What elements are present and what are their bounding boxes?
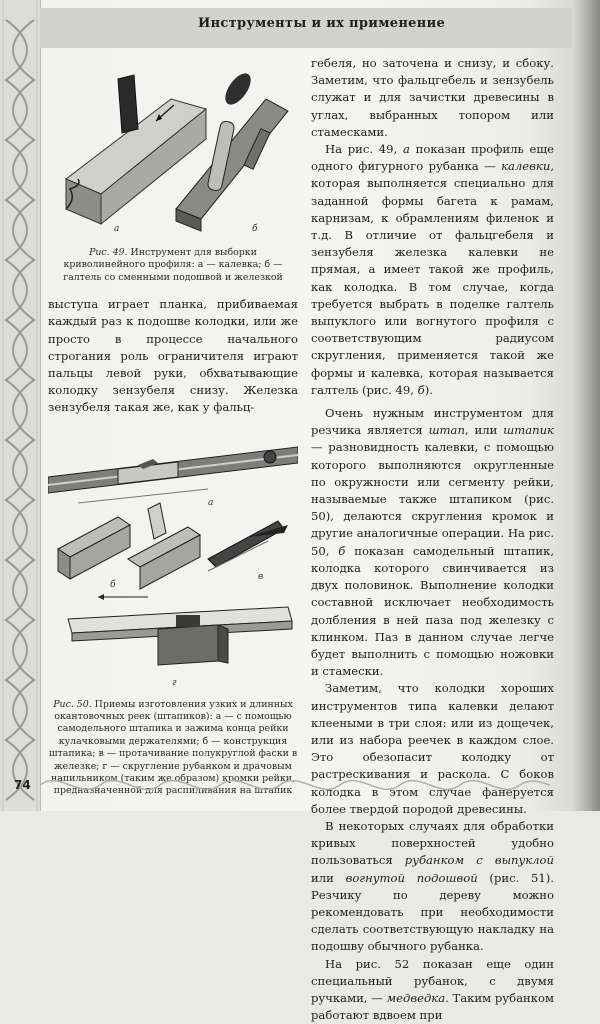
text-run: , которая выполняется специально для заданной формы багета к рамам, карнизам, к обрамлениям филенок и т.д. В отличие от фальцгебеля и зензубеля железка калевки не прямая, а имеет такой же профиль, как колодка. В том случае, когда требуется выбрать в поделке галтель выпуклого или вогнутого профиля с соответствующим радиусом скругления, применяется такой же формы и калевка, которая называется галтель (рис. 49, [311,159,554,397]
page-gutter-shadow [572,0,600,811]
right-paragraph-3 [311,405,554,680]
emphasis-run: рубанком с выпуклой [404,853,554,868]
ornamental-left-border [0,0,41,811]
figure-50-label-a: а [208,497,214,508]
figure-49-illustration [56,59,296,239]
text-run: В некоторых случаях для обработки кривых поверхностей удобно пользоваться [311,818,554,868]
right-paragraph-2 [311,141,554,399]
text-run: (рис. 51). Резчику по дереву можно рекомендовать при необходимости сделать соответствующую накладку на подошву обычного рубанка. [311,870,554,954]
figure-49-label-a: а [114,224,120,234]
figure-50-label-g: г [172,677,177,688]
text-run: показан самодельный штапик, колодка которого свинчивается из двух половинок. Выполнение колодки составной исключает необходимость долбления в ней паза под железку с клинком. Паз в данном случае легче будет выполнить с помощью ножовки и стамески. [311,543,555,679]
left-column [48,55,298,798]
right-column [311,55,554,1024]
emphasis-run: б [338,543,346,558]
right-paragraph-1: гебеля, но заточена и снизу, и сбоку. Заметим, что фальцгебель и зензубель служат и для зачистки древесины в углах, выбранных топором или стамесками. [311,56,554,139]
right-paragraph-6 [311,956,554,1024]
figure-49-caption-lead: Рис. 49. [89,247,128,258]
text-run: . Таким рубанком работают вдвоем при [311,990,554,1023]
celtic-knot-ornament [0,0,40,811]
bottom-ornament [40,770,550,800]
emphasis-run: вогнутой подошвой [345,870,478,885]
text-run: На рис. 52 показан еще один специальный рубанок, с двумя ручками, — [311,956,554,1005]
figure-50-illustration [48,429,298,691]
emphasis-run: медведка [386,990,446,1005]
text-run: или [311,870,346,885]
figure-49 [56,59,298,243]
emphasis-run: б [417,382,425,397]
text-run: На рис. 49, [325,142,403,157]
emphasis-run: калевки [501,159,551,174]
stapik-halves-drawing [58,503,200,589]
right-paragraph-4: Заметим, что колодки хороших инструментов типа калевки делают клееными в три слоя: или из дощечек, или из набора реечек в каждом слое. Это обезопасит колодку от растрескивания и раскола. С боков колодка в этом случае фанеруется более твердой породой древесины. [311,681,554,816]
figure-50-caption-lead: Рис. 50. [53,698,92,710]
emphasis-run: штап [428,423,465,438]
text-run: , или [464,423,504,438]
figure-50-caption-text: Приемы изготовления узких и длинных окантовочных реек (штапиков): а — с помощью самодельного штапика и зажима конца рейки кулачковыми держателями; б — конструкция штапика; в — протачивание полукруглой фаски в железке; г — скругление рубанком и драчовым напильником (таким же образом) кромки рейки, предназначенной для распиливания на штапик [48,698,298,797]
emphasis-run: штапик [503,423,554,438]
figure-49-caption-text: Инструмент для выборки криволинейного профиля: а — калевка; б — галтель со сменными подошвой и железкой [63,247,283,283]
page-number: 74 [14,778,31,792]
figure-50 [48,429,298,695]
text-run: — разновидность калевки, с помощью которого выполняются округленные по окружности или сегменту рейки, называемые также штапиком (рис. 50), делаются скругления кромок и другие аналогичные операции. На рис. 50, [311,440,554,558]
blade-chamfer-drawing [208,521,288,571]
planing-board-edge-drawing [68,594,292,665]
text-run: показан профиль еще одного фигурного рубанка — [311,142,554,174]
running-header: Инструменты и их применение [198,16,446,31]
figure-50-label-b: б [110,579,116,590]
text-run: Очень нужным инструментом для резчика является [311,406,554,438]
figure-49-label-b: б [252,224,258,234]
figure-50-label-v: в [258,571,264,582]
figure-49-caption [48,247,298,284]
right-paragraph-5 [311,818,554,956]
left-paragraph-1: выступа играет планка, прибиваемая каждый раз к подошве колодки, или же просто в процессе начального строгания роль ограничителя играют пальцы левой руки, обхватывающие колодку зензубеля снизу. Железка зензубеля такая же, как у фальц- [48,297,298,415]
rail-with-stapik-drawing [48,447,298,503]
emphasis-run: а [402,142,410,157]
text-run: ). [424,382,433,397]
